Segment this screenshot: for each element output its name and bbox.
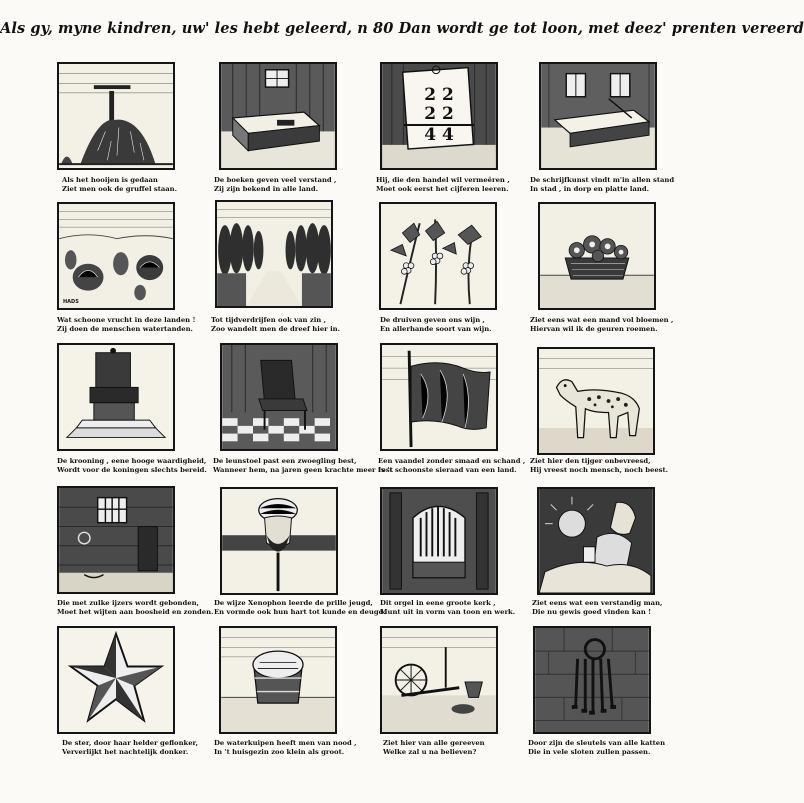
- caption-line-1: De boeken geven veel verstand ,: [214, 176, 337, 184]
- tiger-caption: [530, 457, 690, 474]
- church-organ-caption: [380, 599, 540, 616]
- hay-stack-caption: [62, 176, 222, 193]
- caption-line-2: Die in vele sloten zullen passen.: [528, 747, 651, 756]
- church-organ-illustration: [382, 489, 496, 593]
- caption-line-2: Zij zijn bekend in alle land.: [214, 184, 318, 193]
- wise-man-caption: [532, 599, 692, 616]
- caption-line-2: Wordt voor de koningen slechts bereid.: [57, 465, 207, 474]
- prison-cell-illustration: [59, 488, 173, 592]
- writing-desk-panel: [539, 62, 657, 170]
- tiger-panel: [537, 347, 655, 455]
- church-organ-panel: [380, 487, 498, 595]
- hay-stack-panel: [57, 62, 175, 170]
- water-tub-caption: [214, 739, 374, 756]
- keys-caption: [528, 739, 688, 756]
- caption-line-2: Welke zal u na believen?: [383, 747, 477, 756]
- caption-line-1: Als het hooijen is gedaan: [62, 176, 158, 184]
- caption-line-2: En vormde ook hun hart tot kunde en deugd.: [214, 607, 386, 616]
- tree-lane-panel: [215, 200, 333, 308]
- spinning-wheel-panel: [380, 626, 498, 734]
- book-chest-panel: [219, 62, 337, 170]
- caption-line-1: Ziet hier den tijger onbevreesd,: [530, 457, 651, 465]
- tree-lane-caption: [211, 316, 371, 333]
- caption-line-2: Ziet men ook de gruffel staan.: [62, 184, 177, 193]
- caption-line-1: De wijze Xenophon leerde de prille jeugd,: [214, 599, 373, 607]
- caption-line-1: De ster, door haar helder geflonker,: [62, 739, 199, 747]
- throne-caption: [57, 457, 217, 474]
- spinning-wheel-caption: [383, 739, 543, 756]
- armchair-panel: [220, 343, 338, 451]
- keys-panel: [533, 626, 651, 734]
- flag-illustration: [382, 345, 496, 449]
- caption-line-1: Hij, die den handel wil vermeêren ,: [376, 176, 510, 184]
- star-panel: [57, 626, 175, 734]
- caption-line-2: Wanneer hem, na jaren geen krachte meer rest: [213, 465, 393, 474]
- caption-line-2: In stad , in dorp en platte land.: [530, 184, 649, 193]
- flower-basket-illustration: [540, 204, 654, 308]
- caption-line-2: Moet het wijten aan boosheid en zonden.: [57, 607, 214, 616]
- artist-mark: HADS: [63, 299, 79, 305]
- throne-panel: [57, 343, 175, 451]
- caption-line-2: Munt uit in vorm van toon en werk.: [380, 607, 516, 616]
- caption-line-2: Is 't schoonste sieraad van een land.: [378, 465, 517, 474]
- caption-line-1: Dit orgel in eene groote kerk ,: [380, 599, 496, 607]
- wise-man-illustration: [539, 489, 653, 593]
- armchair-illustration: [222, 345, 336, 449]
- flower-basket-panel: [538, 202, 656, 310]
- caption-line-2: In 't huisgezin zoo klein als groot.: [214, 747, 345, 756]
- book-chest-caption: [214, 176, 374, 193]
- hay-stack-illustration: [59, 64, 173, 168]
- star-caption: [62, 739, 222, 756]
- tree-lane-illustration: [217, 202, 331, 306]
- caption-line-1: Ziet eens wat een verstandig man,: [532, 599, 663, 607]
- caption-line-2: En allerhande soort van wijn.: [380, 324, 492, 333]
- caption-line-2: Ververlijkt het nachtelijk donker.: [62, 747, 189, 756]
- caption-line-1: Door zijn de sleutels van alle katten: [528, 739, 666, 747]
- throne-illustration: [59, 345, 173, 449]
- caption-line-1: Wat schoone vrucht in deze landen !: [57, 316, 196, 324]
- grapevine-caption: [380, 316, 540, 333]
- writing-desk-illustration: [541, 64, 655, 168]
- caption-line-2: Hij vreest noch mensch, noch beest.: [530, 465, 669, 474]
- caption-line-2: Hiervan wil ik de geuren roemen.: [530, 324, 658, 333]
- water-tub-panel: [219, 626, 337, 734]
- header-title: Als gy, myne kindren, uw' les hebt geleerd, n 80 Dan wordt ge tot loon, met deez' prenten vereerd: [0, 20, 804, 37]
- caption-line-1: Tot tijdverdrijfen ook van zin ,: [211, 316, 326, 324]
- grapevine-illustration: [381, 204, 495, 308]
- caption-line-2: Die nu gewis goed vinden kan !: [532, 607, 652, 616]
- wise-man-panel: [537, 487, 655, 595]
- cabbage-field-illustration: [59, 204, 173, 308]
- caption-line-1: Een vaandel zonder smaad en schand ,: [378, 457, 526, 465]
- caption-line-1: De krooning , eene hooge waardigheid,: [57, 457, 207, 465]
- prison-cell-caption: [57, 599, 217, 616]
- xenophon-head-illustration: [222, 489, 336, 593]
- flag-panel: [380, 343, 498, 451]
- caption-line-2: Zij doen de menschen watertanden.: [57, 324, 193, 333]
- caption-line-1: De leunstoel past een zwoegling best,: [213, 457, 357, 465]
- flower-basket-caption: [530, 316, 690, 333]
- xenophon-head-panel: [220, 487, 338, 595]
- caption-line-1: Ziet hier van alle gereeven: [383, 739, 485, 747]
- board-row-3: 4 4: [424, 125, 454, 145]
- star-illustration: [59, 628, 173, 732]
- xenophon-head-caption: [214, 599, 386, 616]
- tiger-illustration: [539, 349, 653, 453]
- armchair-caption: [213, 457, 393, 474]
- keys-illustration: [535, 628, 649, 732]
- water-tub-illustration: [221, 628, 335, 732]
- spinning-wheel-illustration: [382, 628, 496, 732]
- numbers-board-caption: [376, 176, 536, 193]
- numbers-board-text: [404, 86, 474, 145]
- caption-line-1: Die met zulke ijzers wordt gebonden,: [57, 599, 199, 607]
- board-row-1: 2 2: [424, 85, 454, 105]
- caption-line-1: Ziet eens wat een mand vol bloemen ,: [530, 316, 674, 324]
- flag-caption: [378, 457, 538, 474]
- caption-line-2: Zoo wandelt men de dreef hier in.: [211, 324, 340, 333]
- caption-line-2: Moet ook eerst het cijferen leeren.: [376, 184, 509, 193]
- caption-line-1: De schrijfkunst vindt m'in allen stand: [530, 176, 675, 184]
- caption-line-1: De waterkuipen heeft men van nood ,: [214, 739, 357, 747]
- cabbage-field-caption: [57, 316, 217, 333]
- board-row-2: 2 2: [404, 105, 474, 126]
- grapevine-panel: [379, 202, 497, 310]
- book-chest-illustration: [221, 64, 335, 168]
- writing-desk-caption: [530, 176, 690, 193]
- caption-line-1: De druiven geven ons wijn ,: [380, 316, 485, 324]
- numbers-board-panel: [380, 62, 498, 170]
- prison-cell-panel: [57, 486, 175, 594]
- cabbage-field-panel: [57, 202, 175, 310]
